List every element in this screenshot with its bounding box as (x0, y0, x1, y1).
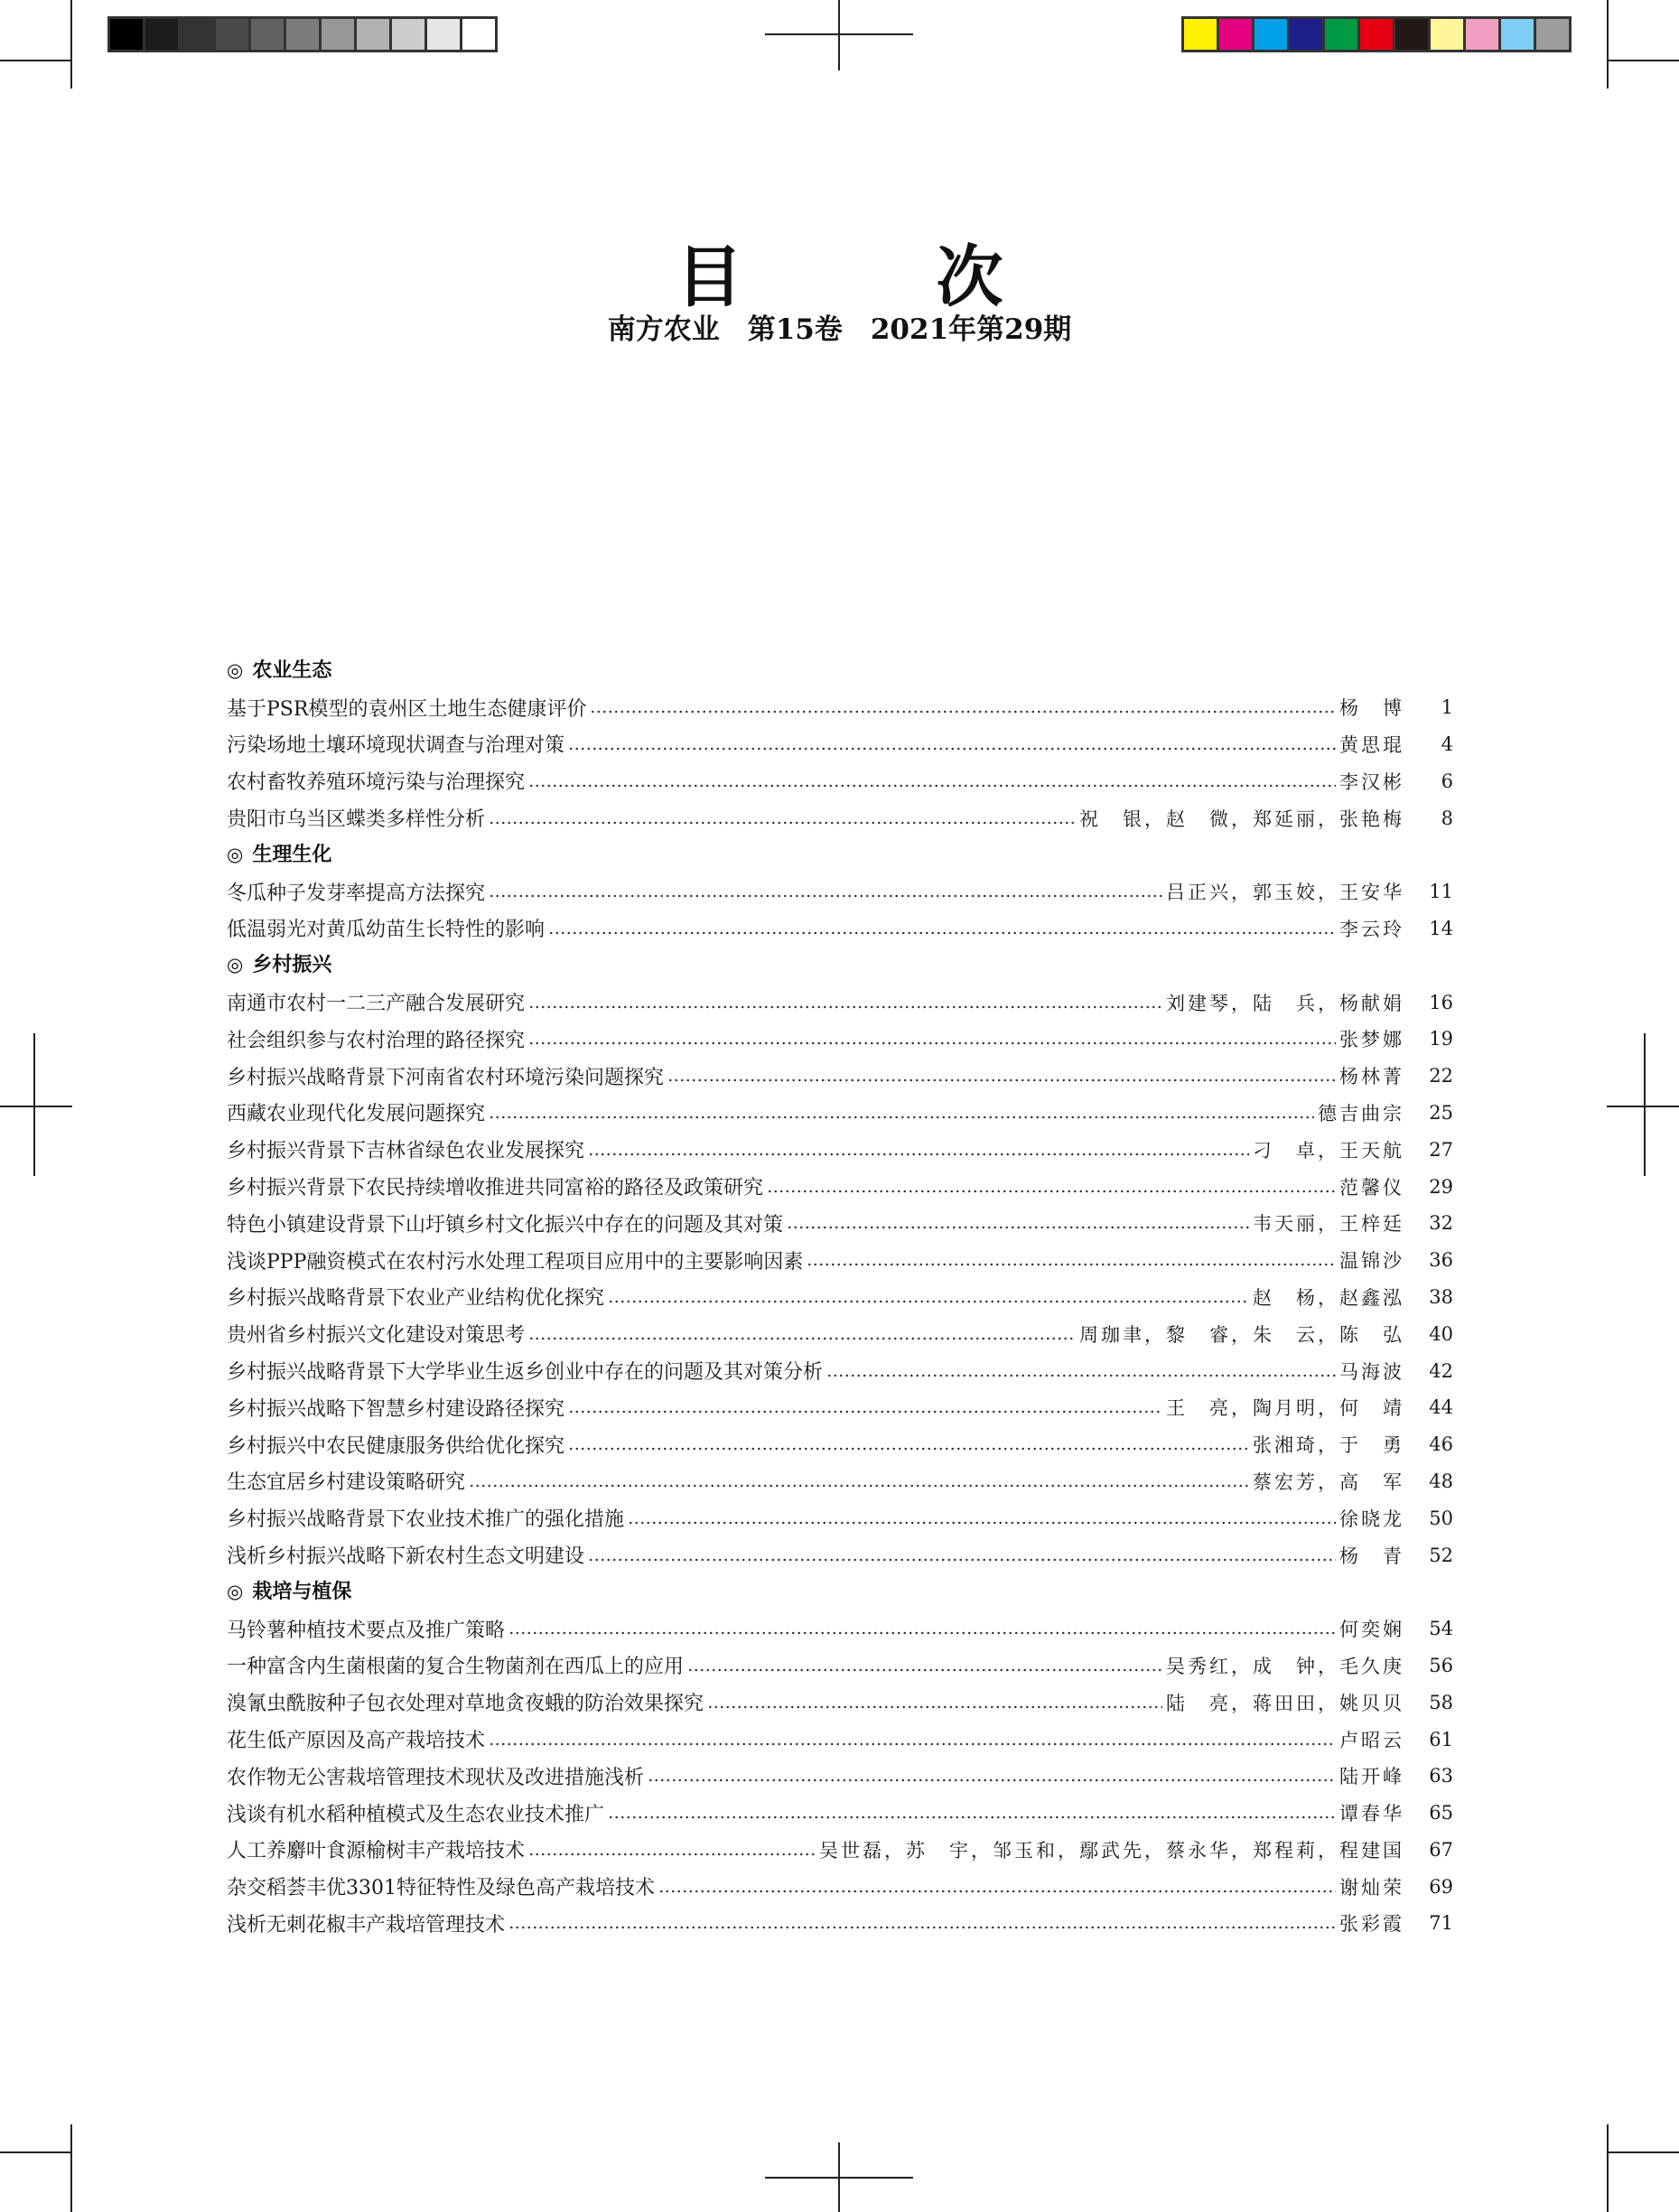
toc-entry[interactable] (227, 799, 1453, 836)
article-title: 生态宜居乡村建设策略研究 (227, 1471, 466, 1495)
color-swatch (1325, 19, 1360, 50)
article-authors: 陆 亮，蒋田田，姚贝贝 (1166, 1692, 1404, 1714)
dot-leader (826, 1373, 1336, 1378)
toc-entry[interactable] (227, 1536, 1453, 1573)
article-title: 花生低产原因及高产栽培技术 (227, 1730, 486, 1752)
article-authors: 何奕娴 (1339, 1619, 1404, 1641)
crop-mark (1607, 60, 1679, 61)
toc-entry[interactable] (227, 1758, 1453, 1795)
article-authors: 黄思琨 (1339, 733, 1404, 756)
toc-entry[interactable] (227, 689, 1453, 726)
article-title: 贵阳市乌当区蝶类多样性分析 (227, 808, 486, 832)
page-number: 16 (1429, 991, 1453, 1013)
article-title: 冬瓜种子发芽率提高方法探究 (227, 882, 486, 905)
article-title: 浅谈有机水稻种植模式及生态农业技术推广 (227, 1803, 605, 1826)
article-authors: 德吉曲宗 (1318, 1102, 1404, 1125)
section-bullet-icon: ◎ (227, 1580, 244, 1602)
color-swatch (1501, 19, 1536, 50)
page-number: 4 (1441, 733, 1453, 755)
color-calibration-bar (1181, 16, 1572, 52)
article-title: 低温弱光对黄瓜幼苗生长特性的影响 (227, 919, 546, 942)
dot-leader (528, 783, 1336, 789)
article-authors: 卢昭云 (1339, 1729, 1404, 1751)
gray-swatch (462, 19, 495, 50)
page-number: 48 (1429, 1470, 1453, 1492)
article-title: 马铃薯种植技术要点及推广策略 (227, 1619, 506, 1642)
crop-mark (33, 1033, 35, 1176)
crop-mark (1607, 2124, 1609, 2212)
crop-mark (838, 0, 840, 70)
page-number: 67 (1429, 1838, 1453, 1861)
dot-leader (707, 1704, 1162, 1710)
crop-mark (0, 60, 72, 61)
page-number: 6 (1441, 770, 1453, 792)
article-authors: 吴秀红，成 钟，毛久庚 (1166, 1655, 1404, 1677)
article-authors: 刘建琴，陆 兵，杨献娟 (1166, 992, 1404, 1014)
article-title: 西藏农业现代化发展问题探究 (227, 1103, 486, 1126)
article-authors: 陆开峰 (1339, 1766, 1404, 1788)
article-authors: 谭春华 (1339, 1803, 1404, 1825)
article-title: 污染场地土壤环境现状调查与治理对策 (227, 734, 565, 758)
dot-leader (548, 930, 1336, 936)
section-bullet-icon: ◎ (227, 843, 244, 865)
toc-entry[interactable] (227, 1279, 1453, 1316)
gray-swatch (216, 19, 251, 50)
article-authors: 王 亮，陶月明，何 靖 (1166, 1397, 1404, 1420)
dot-leader (489, 820, 1076, 826)
section-name: 栽培与植保 (252, 1580, 352, 1603)
dot-leader (508, 1925, 1336, 1930)
article-authors: 韦天丽，王梓廷 (1253, 1213, 1404, 1236)
gray-swatch (427, 19, 462, 50)
toc-entry[interactable] (227, 1684, 1453, 1721)
toc-entry[interactable] (227, 1832, 1453, 1869)
dot-leader (528, 1852, 816, 1857)
gray-swatch (110, 19, 145, 50)
toc-entry[interactable] (227, 1389, 1453, 1426)
toc-entry[interactable] (227, 984, 1453, 1021)
section-heading (227, 836, 1453, 873)
color-swatch (1395, 19, 1431, 50)
color-swatch (1431, 19, 1466, 50)
dot-leader (667, 1078, 1336, 1083)
gray-swatch (145, 19, 181, 50)
dot-leader (658, 1889, 1336, 1894)
article-title: 人工养麝叶食源榆树丰产栽培技术 (227, 1840, 526, 1863)
article-authors: 蔡宏芳，高 军 (1253, 1470, 1404, 1493)
page-title: 目 次 (676, 238, 1067, 316)
crop-mark (1607, 1106, 1679, 1107)
toc-entry[interactable] (227, 1868, 1453, 1905)
article-title: 浅谈PPP融资模式在农村污水处理工程项目应用中的主要影响因素 (227, 1250, 804, 1274)
section-name: 生理生化 (252, 843, 332, 866)
article-authors: 张湘琦，于 勇 (1253, 1434, 1404, 1457)
page-number: 46 (1429, 1433, 1453, 1456)
toc-entry[interactable] (227, 1168, 1453, 1205)
gray-swatch (251, 19, 286, 50)
article-title: 乡村振兴战略背景下农业产业结构优化探究 (227, 1287, 605, 1311)
article-title: 基于PSR模型的袁州区土地生态健康评价 (227, 697, 587, 721)
toc-entry[interactable] (227, 1242, 1453, 1279)
toc-entry[interactable] (227, 1095, 1453, 1132)
page-number: 32 (1429, 1212, 1453, 1235)
dot-leader (628, 1520, 1336, 1526)
crop-mark (838, 2142, 840, 2212)
page-number: 11 (1429, 881, 1453, 903)
article-title: 浅析乡村振兴战略下新农村生态文明建设 (227, 1545, 585, 1569)
article-authors: 谢灿荣 (1339, 1876, 1404, 1899)
color-swatch (1466, 19, 1501, 50)
toc-entry[interactable] (227, 1463, 1453, 1500)
toc-entry[interactable] (227, 1499, 1453, 1536)
color-swatch (1290, 19, 1325, 50)
article-authors: 吕正兴，郭玉姣，王安华 (1166, 882, 1404, 904)
article-title: 特色小镇建设背景下山圩镇乡村文化振兴中存在的问题及其对策 (227, 1213, 784, 1237)
crop-mark (1607, 2151, 1679, 2153)
toc-entry[interactable] (227, 1352, 1453, 1389)
page-number: 40 (1429, 1322, 1453, 1345)
section-name: 农业生态 (252, 659, 332, 682)
toc-entry[interactable] (227, 873, 1453, 910)
dot-leader (807, 1262, 1336, 1267)
dot-leader (508, 1630, 1336, 1636)
toc-entry[interactable] (227, 726, 1453, 763)
page-number: 8 (1441, 807, 1453, 829)
dot-leader (568, 1446, 1249, 1451)
article-authors: 祝 银，赵 微，郑延丽，张艳梅 (1079, 807, 1404, 830)
dot-leader (528, 1004, 1162, 1010)
section-name: 乡村振兴 (252, 954, 332, 977)
page-number: 69 (1429, 1875, 1453, 1898)
article-title: 乡村振兴中农民健康服务供给优化探究 (227, 1434, 565, 1458)
toc-entry[interactable] (227, 1905, 1453, 1942)
article-title: 农村畜牧养殖环境污染与治理探究 (227, 771, 526, 795)
article-authors: 马海波 (1339, 1360, 1404, 1383)
dot-leader (469, 1483, 1249, 1489)
journal-issue-subtitle: 南方农业 第15卷 2021年第29期 (607, 313, 1072, 346)
article-title: 贵州省乡村振兴文化建设对策思考 (227, 1324, 526, 1348)
article-title: 乡村振兴背景下吉林省绿色农业发展探究 (227, 1140, 585, 1163)
article-title: 乡村振兴背景下农民持续增收推进共同富裕的路径及政策研究 (227, 1177, 764, 1200)
toc-entry[interactable] (227, 1647, 1453, 1685)
toc-entry[interactable] (227, 762, 1453, 799)
color-swatch (1184, 19, 1219, 50)
gray-swatch (286, 19, 322, 50)
crop-mark (70, 0, 72, 89)
toc-entry[interactable] (227, 1315, 1453, 1352)
article-title: 一种富含内生菌根菌的复合生物菌剂在西瓜上的应用 (227, 1656, 685, 1679)
page-number: 22 (1429, 1065, 1453, 1087)
section-heading (227, 652, 1453, 689)
dot-leader (687, 1667, 1162, 1673)
page-number: 44 (1429, 1396, 1453, 1419)
crop-mark (0, 2151, 72, 2153)
dot-leader (608, 1299, 1249, 1304)
article-authors: 杨 青 (1339, 1545, 1404, 1567)
crop-mark (1607, 0, 1609, 89)
dot-leader (489, 1115, 1314, 1120)
article-authors: 张彩霞 (1339, 1913, 1404, 1936)
dot-leader (767, 1189, 1336, 1194)
page-number: 36 (1429, 1249, 1453, 1272)
page-number: 56 (1429, 1654, 1453, 1676)
dot-leader (608, 1815, 1336, 1820)
article-authors: 张梦娜 (1339, 1029, 1404, 1051)
dot-leader (648, 1778, 1336, 1783)
dot-leader (787, 1225, 1249, 1230)
article-title: 浅析无刺花椒丰产栽培管理技术 (227, 1913, 506, 1937)
page-number: 1 (1441, 696, 1453, 719)
article-authors: 杨林菁 (1339, 1066, 1404, 1088)
section-heading (227, 947, 1453, 984)
crop-mark (70, 2124, 72, 2212)
article-title: 农作物无公害栽培管理技术现状及改进措施浅析 (227, 1766, 645, 1789)
dot-leader (568, 746, 1336, 751)
article-authors: 吴世磊，苏 宇，邹玉和，鄢武先，蔡永华，郑程莉，程建国 (819, 1839, 1404, 1862)
toc-entry[interactable] (227, 1058, 1453, 1095)
article-title: 南通市农村一二三产融合发展研究 (227, 993, 526, 1016)
page-number: 54 (1429, 1618, 1453, 1640)
color-swatch (1255, 19, 1290, 50)
section-bullet-icon: ◎ (227, 659, 244, 681)
dot-leader (588, 1152, 1249, 1157)
article-authors: 杨 博 (1339, 697, 1404, 720)
article-authors: 刁 卓，王天航 (1253, 1139, 1404, 1162)
article-authors: 范馨仪 (1339, 1176, 1404, 1199)
page-number: 25 (1429, 1101, 1453, 1124)
article-authors: 温锦沙 (1339, 1250, 1404, 1273)
page-number: 27 (1429, 1138, 1453, 1161)
crop-mark (0, 1106, 72, 1107)
page-number: 71 (1429, 1912, 1453, 1935)
crop-mark (1644, 1033, 1646, 1176)
page-number: 19 (1429, 1028, 1453, 1050)
article-title: 溴氰虫酰胺种子包衣处理对草地贪夜蛾的防治效果探究 (227, 1693, 704, 1716)
article-title: 乡村振兴战略背景下农业技术推广的强化措施 (227, 1508, 625, 1532)
gray-swatch (357, 19, 392, 50)
color-swatch (1219, 19, 1255, 50)
page-number: 52 (1429, 1544, 1453, 1566)
toc-entry[interactable] (227, 1610, 1453, 1647)
article-authors: 周珈聿，黎 睿，朱 云，陈 弘 (1079, 1323, 1404, 1346)
article-title: 杂交稻荟丰优3301特征特性及绿色高产栽培技术 (227, 1877, 655, 1900)
page-number: 65 (1429, 1802, 1453, 1825)
dot-leader (568, 1409, 1162, 1414)
page-number: 61 (1429, 1728, 1453, 1750)
table-of-contents (227, 652, 1453, 1942)
page-number: 14 (1429, 917, 1453, 939)
article-authors: 徐晓龙 (1339, 1507, 1404, 1530)
article-authors: 李云玲 (1339, 918, 1404, 940)
toc-entry[interactable] (227, 1131, 1453, 1168)
color-swatch (1536, 19, 1569, 50)
toc-entry[interactable] (227, 1205, 1453, 1242)
article-authors: 李汉彬 (1339, 770, 1404, 793)
toc-entry[interactable] (227, 1426, 1453, 1463)
toc-entry[interactable] (227, 1721, 1453, 1758)
section-bullet-icon: ◎ (227, 954, 244, 976)
page-number: 42 (1429, 1359, 1453, 1382)
dot-leader (588, 1557, 1336, 1563)
gray-swatch (392, 19, 427, 50)
article-title: 乡村振兴战略背景下大学毕业生返乡创业中存在的问题及其对策分析 (227, 1361, 824, 1385)
article-title: 乡村振兴战略下智慧乡村建设路径探究 (227, 1397, 565, 1421)
section-heading (227, 1573, 1453, 1610)
article-title: 社会组织参与农村治理的路径探究 (227, 1029, 526, 1052)
page-number: 63 (1429, 1765, 1453, 1787)
dot-leader (528, 1336, 1076, 1341)
dot-leader (489, 893, 1162, 899)
toc-entry[interactable] (227, 1021, 1453, 1058)
grayscale-calibration-bar (107, 16, 498, 52)
article-title: 乡村振兴战略背景下河南省农村环境污染问题探究 (227, 1066, 665, 1089)
page-number: 29 (1429, 1175, 1453, 1198)
article-authors: 赵 杨，赵鑫泓 (1253, 1286, 1404, 1309)
page-number: 38 (1429, 1285, 1453, 1308)
page-number: 50 (1429, 1507, 1453, 1529)
gray-swatch (181, 19, 216, 50)
toc-entry[interactable] (227, 1795, 1453, 1832)
dot-leader (590, 709, 1336, 714)
toc-entry[interactable] (227, 910, 1453, 947)
dot-leader (528, 1041, 1336, 1046)
page-number: 58 (1429, 1691, 1453, 1713)
dot-leader (489, 1741, 1336, 1747)
gray-swatch (322, 19, 357, 50)
color-swatch (1360, 19, 1395, 50)
